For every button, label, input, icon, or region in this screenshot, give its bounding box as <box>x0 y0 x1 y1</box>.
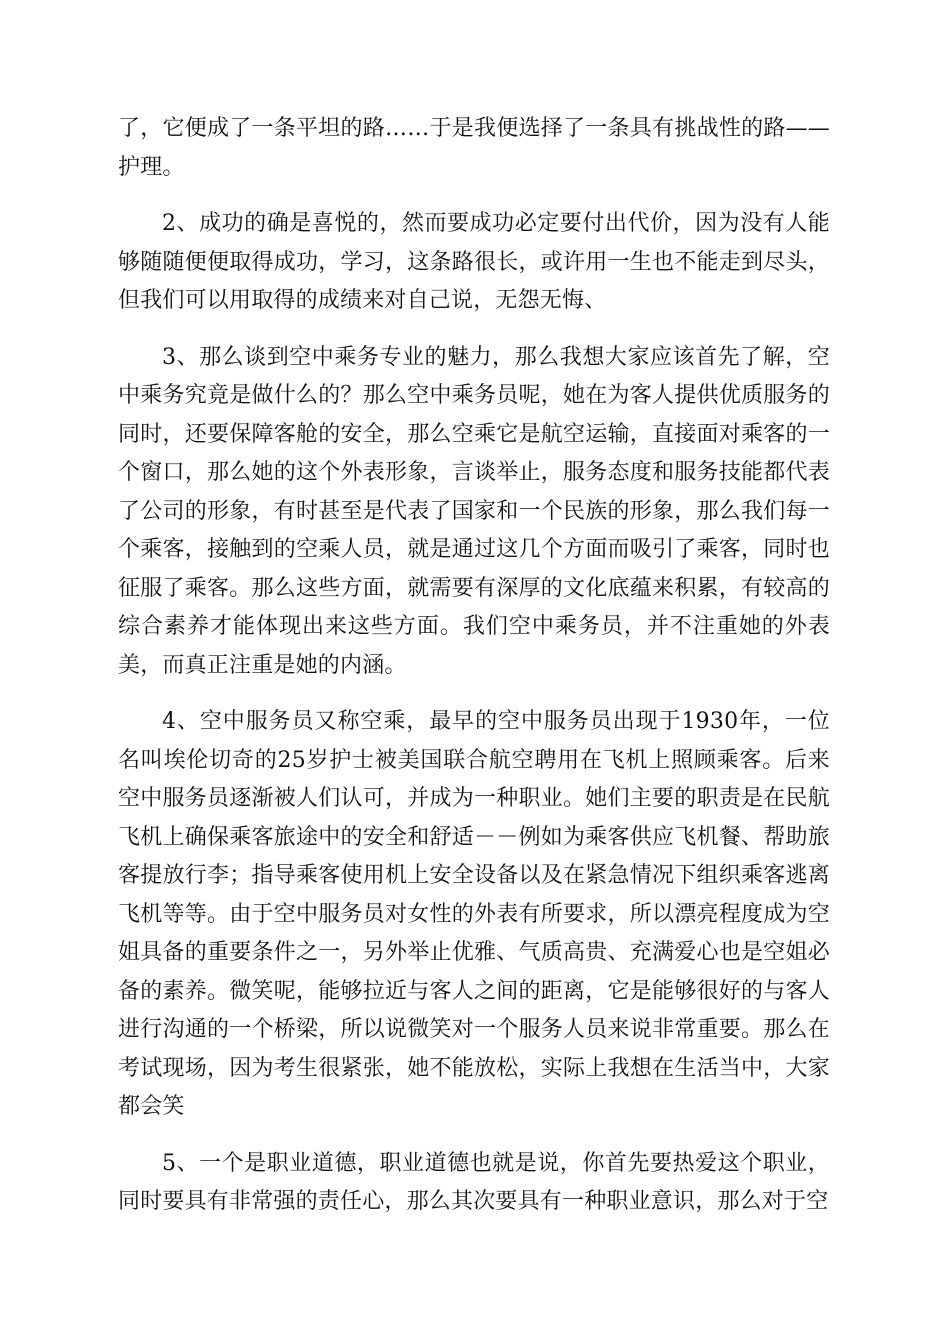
paragraph-2: 2、成功的确是喜悦的，然而要成功必定要付出代价，因为没有人能够随随便便取得成功，学习，这条路很长，或许用一生也不能走到尽头，但我们可以用取得的成绩来对自己说，无怨无悔、 <box>118 211 830 313</box>
paragraph-5: 5、一个是职业道德，职业道德也就是说，你首先要热爱这个职业，同时要具有非常强的责任心，那么其次要具有一种职业意识，那么对于空 <box>118 1150 830 1214</box>
paragraph-3: 3、那么谈到空中乘务专业的魅力，那么我想大家应该首先了解，空中乘务究竟是做什么的？那么空中乘务员呢，她在为客人提供优质服务的同时，还要保障客舱的安全，那么空乘它是航空运输，直接面对乘客的一个窗口，那么她的这个外表形象，言谈举止，服务态度和服务技能都代表了公司的形象，有时甚至是代表了国家和一个民族的形象，那么我们每一个乘客，接触到的空乘人员，就是通过这几个方面而吸引了乘客，同时也征服了乘客。那么这些方面，就需要有深厚的文化底蕴来积累，有较高的综合素养才能体现出来这些方面。我们空中乘务员，并不注重她的外表美，而真正注重是她的内涵。 <box>118 344 830 678</box>
document-body <box>118 110 830 1240</box>
paragraph-continuation: 了，它便成了一条平坦的路……于是我便选择了一条具有挑战性的路——护理。 <box>118 116 830 180</box>
paragraph-4: 4、空中服务员又称空乘，最早的空中服务员出现于1930年，一位名叫埃伦切奇的25岁护士被美国联合航空聘用在飞机上照顾乘客。后来空中服务员逐渐被人们认可，并成为一种职业。她们主要的职责是在民航飞机上确保乘客旅途中的安全和舒适－－例如为乘客供应飞机餐、帮助旅客提放行李；指导乘客使用机上安全设备以及在紧急情况下组织乘客逃离飞机等等。由于空中服务员对女性的外表有所要求，所以漂亮程度成为空姐具备的重要条件之一，另外举止优雅、气质高贵、充满爱心也是空姐必备的素养。微笑呢，能够拉近与客人之间的距离，它是能够很好的与客人进行沟通的一个桥梁，所以说微笑对一个服务人员来说非常重要。那么在考试现场，因为考生很紧张，她不能放松，实际上我想在生活当中，大家都会笑 <box>118 709 830 1119</box>
